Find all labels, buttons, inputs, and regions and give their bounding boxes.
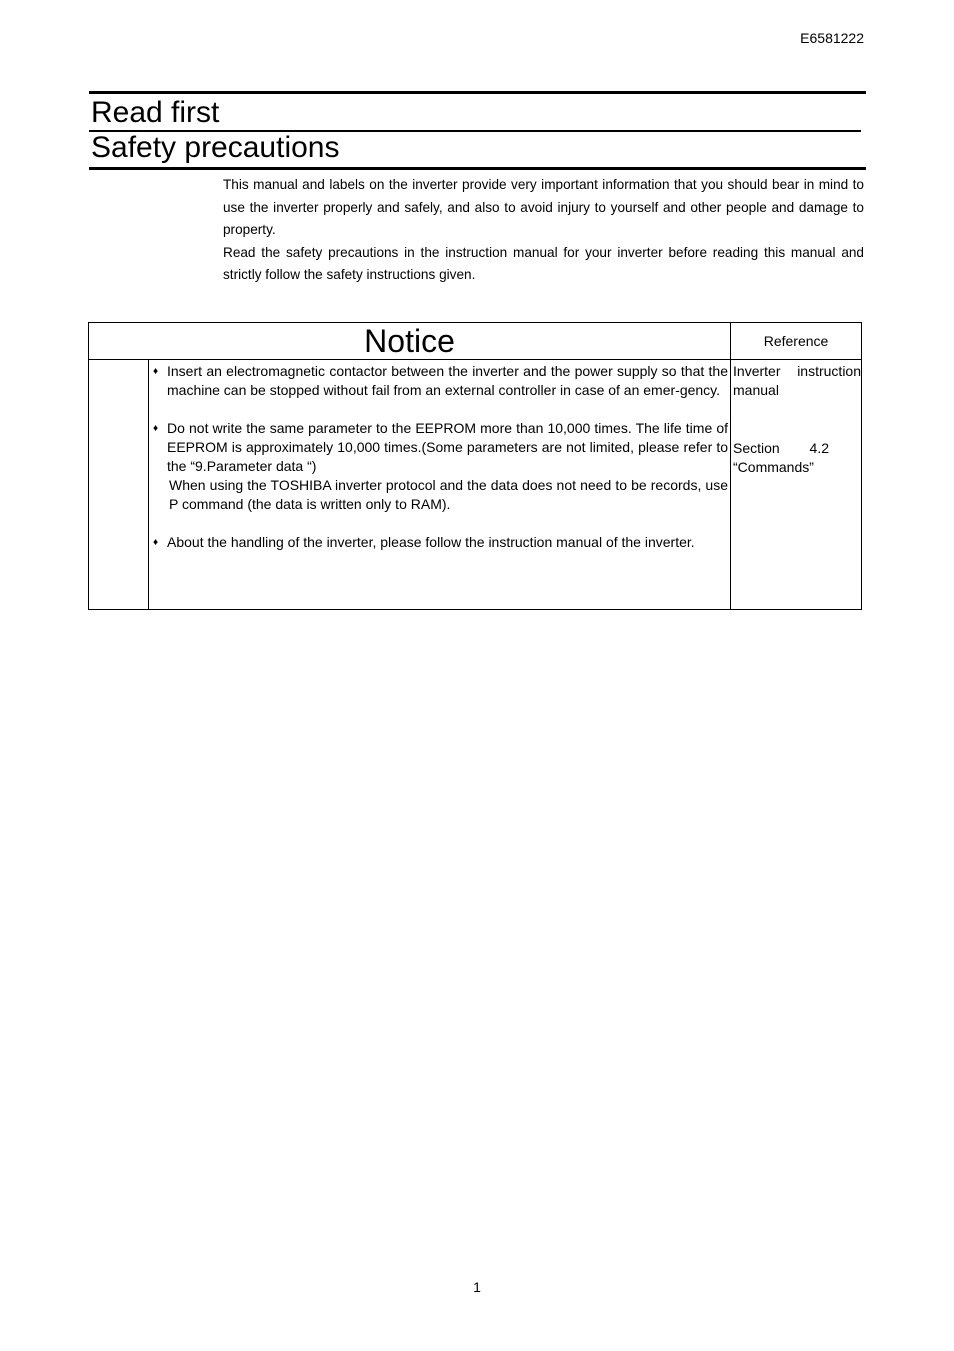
- notice-item-text: Do not write the same parameter to the EEPROM more than 10,000 times. The life time of EEPROM is approximately 10,000 times.(Some parameters are not limited, please refer to the “9.Parameter data “): [167, 420, 729, 474]
- top-rule: [89, 91, 866, 94]
- notice-item-text: Insert an electromagnetic contactor between the inverter and the power supply so that the machine can be stopped without fail from an external controller in case of an emer-gency.: [167, 363, 729, 398]
- diamond-bullet-icon: ♦: [153, 366, 159, 377]
- diamond-bullet-icon: ♦: [153, 423, 159, 434]
- diamond-bullet-icon: ♦: [153, 537, 159, 548]
- notice-item-2: [149, 419, 730, 514]
- notice-header-row: [89, 323, 862, 360]
- title-safety-precautions: Safety precautions: [91, 131, 340, 164]
- reference-item-2: Section 4.2 “Commands”: [733, 440, 830, 475]
- notice-table: [88, 322, 862, 610]
- intro-text: [223, 174, 864, 287]
- page-number: 1: [473, 1279, 481, 1295]
- intro-paragraph-2: Read the safety precautions in the instruction manual for your inverter before reading this manual and strictly follow the safety instructions given.: [223, 244, 864, 282]
- title-bottom-rule: [89, 167, 866, 170]
- symbol-cell: [89, 360, 149, 610]
- title-read-first: Read first: [91, 96, 220, 129]
- document-id: E6581222: [800, 30, 864, 46]
- reference-item-1: Inverter instruction manual: [733, 363, 862, 398]
- notice-title: Notice: [89, 323, 731, 360]
- notice-item-3: [149, 533, 730, 552]
- notice-body-row: [89, 360, 862, 610]
- notice-item-text: About the handling of the inverter, please follow the instruction manual of the inverter.: [167, 534, 695, 550]
- reference-cell: [731, 360, 862, 610]
- notice-item-note: When using the TOSHIBA inverter protocol and the data does not need to be records, use P command (the data is written only to RAM).: [169, 477, 729, 512]
- intro-paragraph-1: This manual and labels on the inverter provide very important information that you should bear in mind to use the inverter properly and safely, and also to avoid injury to yourself and other people and damage to property.: [223, 177, 864, 237]
- notice-item-1: [149, 362, 730, 400]
- reference-header: Reference: [731, 323, 862, 360]
- notice-items-cell: [149, 360, 731, 610]
